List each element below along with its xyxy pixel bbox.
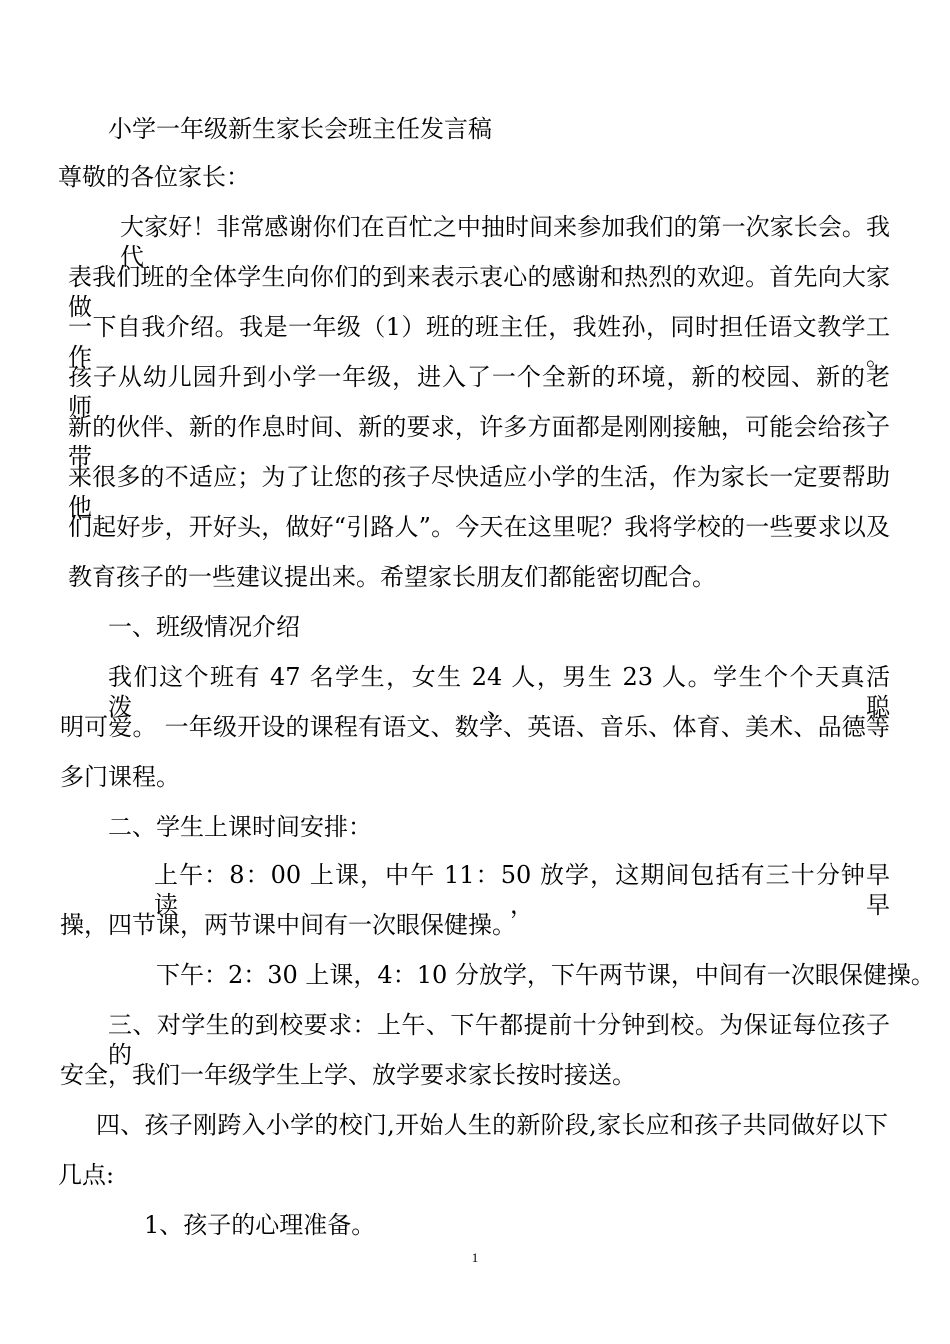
intro-line-3: 一下自我介绍。我是一年级（1）班的班主任，我姓孙，同时担任语文教学工作。 (68, 313, 890, 371)
salutation: 尊敬的各位家长： (58, 163, 250, 191)
intro-line-7: 们起好步，开好头，做好“引路人”。今天在这里呢？我将学校的一些要求以及 (68, 513, 890, 541)
section-2-afternoon-line: 下午：2：30 上课，4：10 分放学，下午两节课，中间有一次眼保健操。 (156, 961, 935, 989)
intro-line-5: 新的伙伴、新的作息时间、新的要求，许多方面都是刚刚接触，可能会给孩子带 (68, 413, 890, 471)
intro-line-1: 大家好！非常感谢你们在百忙之中抽时间来参加我们的第一次家长会。我代 (120, 213, 890, 271)
section-2-morning-line-2: 操，四节课，两节课中间有一次眼保健操。 (60, 911, 516, 939)
intro-line-8: 教育孩子的一些建议提出来。希望家长朋友们都能密切配合。 (68, 563, 716, 591)
section-2-morning-line-1: 上午：8：00 上课，中午 11：50 放学，这期间包括有三十分钟早读，早 (154, 861, 890, 919)
section-1-line-3: 多门课程。 (60, 763, 180, 791)
section-3-line-1: 三、对学生的到校要求：上午、下午都提前十分钟到校。为保证每位孩子的 (108, 1011, 890, 1069)
section-1-line-2: 明可爱。 一年级开设的课程有语文、数学、英语、音乐、体育、美术、品德等 (60, 713, 890, 741)
intro-line-6: 来很多的不适应；为了让您的孩子尽快适应小学的生活，作为家长一定要帮助他 (68, 463, 890, 521)
section-3-line-2: 安全，我们一年级学生上学、放学要求家长按时接送。 (60, 1061, 636, 1089)
intro-line-2: 表我们班的全体学生向你们的到来表示衷心的感谢和热烈的欢迎。首先向大家做 (68, 263, 890, 321)
intro-line-4: 孩子从幼儿园升到小学一年级，进入了一个全新的环境，新的校园、新的老师、 (68, 363, 890, 421)
section-4-line-1: 四、孩子刚跨入小学的校门,开始人生的新阶段,家长应和孩子共同做好以下 (96, 1111, 888, 1139)
point-1-heading: 1、孩子的心理准备。 (144, 1211, 376, 1239)
document-title: 小学一年级新生家长会班主任发言稿 (108, 115, 492, 143)
page-number: 1 (471, 1250, 479, 1265)
section-2-heading: 二、学生上课时间安排： (108, 813, 372, 841)
section-1-line-1: 我们这个班有 47 名学生，女生 24 人，男生 23 人。学生个个天真活泼、聪 (108, 663, 890, 721)
section-4-line-2: 几点: (58, 1161, 115, 1189)
section-1-heading: 一、班级情况介绍 (108, 613, 300, 641)
